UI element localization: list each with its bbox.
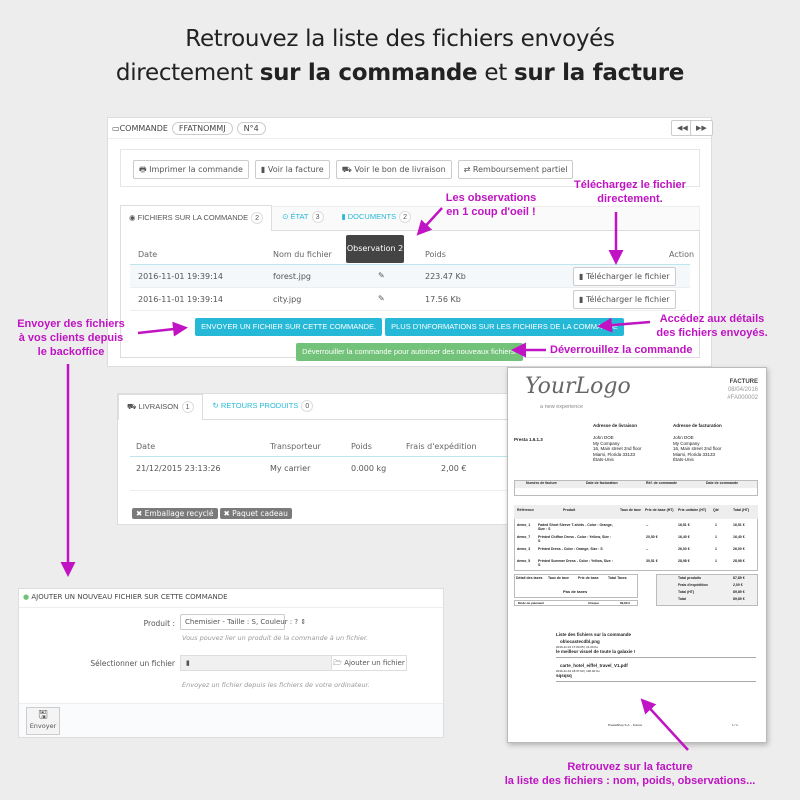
invoice-item-cell: Printed Dress - Color : Orange, Size : S — [538, 547, 603, 551]
shipping-date: 21/12/2015 23:13:26 — [136, 464, 221, 473]
invoice-item-cell: Printed Chiffon Dress - Color : Yellow, Size : S — [538, 535, 612, 543]
column-header-action: Action — [669, 250, 695, 259]
upload-form-title: ● AJOUTER UN NOUVEAU FICHIER SUR CETTE COMMANDE — [23, 593, 228, 601]
annotation-invoice: Retrouvez sur la facture la liste des fichiers : nom, poids, observations... — [504, 761, 756, 787]
invoice-total-cell: 2,00 € — [733, 583, 743, 587]
card-icon: ▭ — [112, 124, 120, 133]
view-delivery-slip-button[interactable]: ⛟ Voir le bon de livraison — [336, 160, 452, 179]
invoice-meta-header: Date de facturation — [586, 481, 618, 485]
invoice-page-number: 1 / 1 — [732, 723, 738, 727]
arrow-details — [602, 322, 650, 326]
invoice-file-name: ob\ocastecdbl.png — [560, 639, 600, 644]
print-order-button[interactable]: 🖶 Imprimer la commande — [133, 160, 249, 179]
gift-wrap-tag: ✖ Paquet cadeau — [220, 508, 292, 519]
edit-note-icon[interactable]: ✎ — [378, 271, 385, 280]
invoice-total-cell: 89,89 € — [733, 597, 745, 601]
invoice-item-cell: -- — [646, 547, 649, 551]
tab-returns[interactable]: ↻ RETOURS PRODUITS 0 — [205, 394, 322, 420]
more-info-button[interactable]: PLUS D'INFORMATIONS SUR LES FICHIERS DE LA COMMANDE — [385, 318, 624, 336]
column-header-date: Date — [136, 442, 156, 451]
column-header-shipping-cost: Frais d'expédition — [406, 442, 477, 451]
product-select[interactable]: Chemisier - Taille : S, Couleur : ? ⇕ — [180, 614, 285, 630]
invoice-item-cell: 1 — [715, 547, 717, 551]
arrow-invoice — [644, 702, 688, 750]
save-icon: 🖫 — [38, 708, 48, 721]
invoice-item-cell: 16,51 € — [733, 523, 745, 527]
tab-files[interactable]: ◉ FICHIERS SUR LA COMMANDE 2 — [120, 205, 272, 231]
column-header-weight: Poids — [351, 442, 372, 451]
annotation-download: Téléchargez le fichier directement. — [574, 179, 686, 205]
invoice-item-cell: 28,98 € — [678, 559, 690, 563]
invoice-file-note: le meilleur visuel de toute la galaxie ! — [556, 649, 636, 654]
file-label: Sélectionner un fichier — [90, 659, 175, 668]
arrow-observations — [420, 208, 442, 232]
product-label: Produit : — [143, 619, 175, 628]
unlock-order-button[interactable]: Déverrouiller la commande pour autoriser des nouveaux fichiers. — [296, 343, 523, 361]
invoice-meta-header: Date de commande — [706, 481, 739, 485]
tab-delivery[interactable]: ⛟ LIVRAISON 1 — [118, 394, 203, 420]
plus-circle-icon: ● — [23, 593, 30, 601]
invoice-item-header: Total (HT) — [733, 508, 750, 512]
invoice-item-cell: 26,00 € — [733, 547, 745, 551]
file-date: 2016-11-01 19:39:14 — [138, 272, 223, 281]
order-number: N°4 — [237, 122, 266, 135]
billing-address-title: Adresse de facturation — [673, 423, 722, 428]
file-path-input[interactable]: ▮ — [180, 655, 332, 671]
annotation-observations: Les observations en 1 coup d'oeil ! — [445, 192, 537, 218]
invoice-item-cell: 1 — [715, 523, 717, 527]
tab-documents[interactable]: ▮ DOCUMENTS 2 — [334, 205, 420, 231]
annotation-details: Accédez aux détails des fichiers envoyés. — [656, 313, 768, 339]
shipping-carrier: My carrier — [270, 464, 311, 473]
invoice-item-cell: Printed Summer Dress - Color : Yellow, Size : S — [538, 559, 613, 567]
invoice-file-note: sqsqsq — [556, 673, 572, 678]
edit-note-icon[interactable]: ✎ — [378, 294, 385, 303]
file-date: 2016-11-01 19:39:14 — [138, 295, 223, 304]
invoice-item-cell: 1 — [715, 559, 717, 563]
submit-button[interactable]: 🖫 Envoyer — [26, 707, 60, 735]
tax-header: Prix de base — [578, 576, 599, 580]
invoice-item-cell: 16,51 € — [678, 523, 690, 527]
file-size: 17.56 Kb — [425, 295, 461, 304]
invoice-item-cell: Faded Short Sleeve T-shirts - Color : Orange, Size : S — [538, 523, 613, 531]
tab-status[interactable]: ⊙ ÉTAT 3 — [274, 205, 331, 231]
invoice-total-cell: 89,89 € — [733, 590, 745, 594]
product-help-text: Vous pouvez lier un produit de la commande à un fichier. — [182, 634, 369, 642]
headline-line1: Retrouvez la liste des fichiers envoyés — [185, 26, 615, 52]
invoice-item-cell: -- — [646, 523, 649, 527]
invoice-files-title: Liste des fichiers sur la commande — [556, 632, 632, 637]
invoice-item-cell: demo_3 — [517, 547, 531, 551]
annotation-send: Envoyer des fichiers à vos clients depuis le backoffice — [17, 318, 125, 358]
payment-amount: 89,89 € — [620, 601, 631, 605]
invoice-logo-tagline: a new experience — [540, 404, 584, 410]
column-header-size: Poids — [425, 250, 446, 259]
shipping-weight: 0.000 kg — [351, 464, 387, 473]
order-reference: FFATNOMMJ — [172, 122, 233, 135]
file-name: forest.jpg — [273, 272, 311, 281]
invoice-item-header: Prix unitaire (HT) — [678, 508, 707, 512]
invoice-total-cell: 87,89 € — [733, 576, 745, 580]
add-file-button[interactable]: 🗁 Ajouter un fichier — [331, 655, 407, 671]
payment-label: Mode de paiement — [518, 601, 545, 605]
invoice-file-meta: 2016-11-01 18:37:00 | 130.00 Ko — [556, 669, 600, 673]
invoice-title-block: FACTURE 08/04/2016 #FA000002 — [727, 379, 758, 401]
recycled-packaging-tag: ✖ Emballage recyclé — [132, 508, 218, 519]
invoice-file-meta: 2016-11-01 17:00:05 | 21.00 Ko — [556, 645, 599, 649]
invoice-file-name: carte_hotel_eiffel_travel_V1.pdf — [560, 663, 628, 668]
invoice-total-cell: Total produits — [678, 576, 702, 580]
headline-line2: directement sur la commande et sur la facture — [115, 60, 685, 86]
invoice-item-cell: demo_1 — [517, 523, 531, 527]
arrow-send-button — [138, 328, 183, 333]
partial-refund-button[interactable]: ⇄ Remboursement partiel — [458, 160, 574, 179]
invoice-total-cell: Total — [678, 597, 687, 601]
annotation-unlock: Déverrouillez la commande — [550, 344, 693, 356]
invoice-logo: YourLogo — [525, 374, 631, 399]
no-tax-text: Pas de taxes — [563, 589, 588, 594]
invoice-item-header: Taux de taxe — [620, 508, 641, 512]
view-invoice-button[interactable]: ▮ Voir la facture — [255, 160, 330, 179]
invoice-item-cell: 26,00 € — [678, 547, 690, 551]
download-file-button[interactable]: ▮ Télécharger le fichier — [573, 267, 676, 286]
invoice-total-cell: Frais d'expédition — [678, 583, 708, 587]
invoice-item-cell: 30,51 € — [646, 559, 658, 563]
delivery-address-title: Adresse de livraison — [593, 423, 638, 428]
invoice-item-cell: demo_7 — [517, 535, 531, 539]
invoice-meta-header: Numéro de facture — [526, 481, 557, 485]
send-file-button[interactable]: ENVOYER UN FICHIER SUR CETTE COMMANDE. — [195, 318, 382, 336]
payment-method: Chèque — [588, 601, 600, 605]
order-header: ▭COMMANDE FFATNOMMJ N°4 — [112, 122, 266, 135]
invoice-item-cell: 28,98 € — [733, 559, 745, 563]
previous-order-button[interactable]: ◀◀ — [671, 120, 694, 136]
invoice-item-cell: 16,40 € — [733, 535, 745, 539]
billing-address: John DOE My Company 16, Main street 2nd floor Miami, Florida 33133 États-Unis — [673, 435, 722, 462]
invoice-total-cell: Total (HT) — [678, 590, 695, 594]
invoice-item-cell: 20,50 € — [646, 535, 658, 539]
column-header-filename: Nom du fichier — [273, 250, 332, 259]
column-header-carrier: Transporteur — [270, 442, 321, 451]
invoice-item-cell: 1 — [715, 535, 717, 539]
invoice-item-header: Qté — [713, 508, 719, 512]
shipping-cost: 2,00 € — [441, 464, 467, 473]
file-name: city.jpg — [273, 295, 302, 304]
file-help-text: Envoyez un fichier depuis les fichiers de votre ordinateur. — [182, 681, 370, 689]
invoice-item-cell: demo_5 — [517, 559, 531, 563]
invoice-footer: PrestaShop S.A. - France — [608, 723, 643, 727]
shop-name: Presta 1.6.1.3 — [514, 437, 543, 442]
delivery-address: John DOE My Company 16, Main street 2nd floor Miami, Florida 33133 États-Unis — [593, 435, 642, 462]
tax-header: Détail des taxes — [516, 576, 543, 580]
file-size: 223.47 Kb — [425, 272, 466, 281]
tax-header: Total Taxes — [608, 576, 627, 580]
tax-header: Taux de taxe — [548, 576, 569, 580]
invoice-item-header: Référence — [517, 508, 534, 512]
observation-tooltip: Observation 2 — [346, 235, 404, 263]
download-file-button[interactable]: ▮ Télécharger le fichier — [573, 290, 676, 309]
next-order-button[interactable]: ▶▶ — [690, 120, 713, 136]
invoice-meta-header: Réf. de commande — [646, 481, 678, 485]
invoice-item-cell: 16,40 € — [678, 535, 690, 539]
invoice-item-header: Prix de base (HT) — [645, 508, 674, 512]
invoice-item-header: Produit — [563, 508, 576, 512]
column-header-date: Date — [138, 250, 158, 259]
